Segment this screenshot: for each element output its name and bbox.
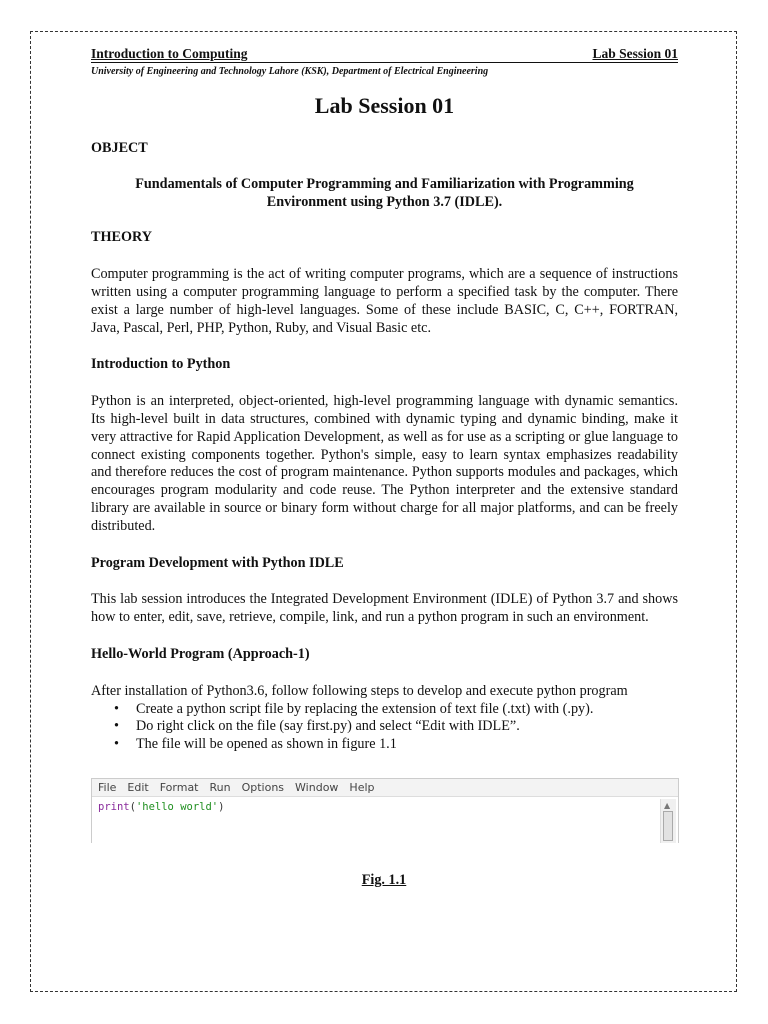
- menu-edit[interactable]: Edit: [127, 781, 149, 794]
- object-text: Fundamentals of Computer Programming and Familiarization with Programming Environment using Python 3.7 (IDLE).: [135, 175, 634, 210]
- object-heading: OBJECT: [91, 140, 148, 156]
- intro-python-text: Python is an interpreted, object-oriented, high-level programming language with dynamic semantics. Its high-level built in data structures, combined with dynamic typing and dynamic binding, make it very attractive for Rapid Application Development, as well as for use as a scripting or glue language to connect existing components together. Python's simple, easy to learn syntax emphasizes readability and therefore reduces the cost of program maintenance. Python supports modules and packages, which encourages program modularity and code reuse. The Python interpreter and the extensive standard library are available in source or binary form without charge for all major platforms, and can be freely distributed.: [91, 393, 678, 534]
- menu-help[interactable]: Help: [349, 781, 375, 794]
- theory-heading: THEORY: [91, 229, 152, 246]
- list-item: • Do right click on the file (say first.py) and select “Edit with IDLE”.: [136, 718, 678, 736]
- document-body: [91, 92, 678, 754]
- vertical-scrollbar[interactable]: [660, 799, 676, 843]
- code-close-paren: ): [218, 801, 225, 813]
- session-label: Lab Session 01: [592, 46, 678, 61]
- code-keyword: print: [98, 801, 130, 813]
- institution-line: University of Engineering and Technology Lahore (KSK), Department of Electrical Engineering: [91, 66, 489, 77]
- menu-run[interactable]: Run: [209, 781, 231, 794]
- code-line: [98, 801, 224, 813]
- steps-list: [91, 701, 678, 754]
- idle-section-text: This lab session introduces the Integrated Development Environment (IDLE) of Python 3.7 and shows how to enter, edit, save, retrieve, compile, link, and run a python program in such an environment.: [91, 591, 678, 626]
- idle-section-heading: Program Development with Python IDLE: [91, 554, 344, 571]
- menu-format[interactable]: Format: [159, 781, 199, 794]
- page-header: [91, 46, 678, 77]
- menu-options[interactable]: Options: [241, 781, 285, 794]
- course-title: Introduction to Computing: [91, 46, 248, 61]
- code-open-paren: (: [129, 801, 136, 813]
- scroll-up-icon[interactable]: ▲: [664, 801, 671, 810]
- hello-world-heading: Hello-World Program (Approach-1): [91, 645, 310, 662]
- list-item: • Create a python script file by replacing the extension of text file (.txt) with (.py).: [136, 701, 678, 719]
- header-row: [91, 46, 678, 63]
- list-item: • The file will be opened as shown in figure 1.1: [136, 736, 678, 754]
- hello-world-intro: After installation of Python3.6, follow following steps to develop and execute python program: [91, 682, 628, 699]
- page-title: Lab Session 01: [314, 93, 455, 118]
- idle-menubar: [92, 779, 678, 797]
- theory-text: Computer programming is the act of writing computer programs, which are a sequence of instructions written using a computer programming language to perform a specified task by the computer. There exist a large number of high-level languages. Some of these include BASIC, C, C++, FORTRAN, Java, Pascal, Perl, PHP, Python, Ruby, and Visual Basic etc.: [91, 266, 678, 336]
- idle-window-figure: [91, 778, 679, 843]
- intro-python-heading: Introduction to Python: [91, 356, 231, 373]
- menu-window[interactable]: Window: [295, 781, 339, 794]
- code-string: 'hello world': [135, 801, 219, 813]
- menu-file[interactable]: File: [98, 781, 117, 794]
- figure-caption: Fig. 1.1: [361, 872, 407, 888]
- idle-editor[interactable]: [92, 797, 678, 843]
- scroll-thumb[interactable]: [663, 811, 673, 841]
